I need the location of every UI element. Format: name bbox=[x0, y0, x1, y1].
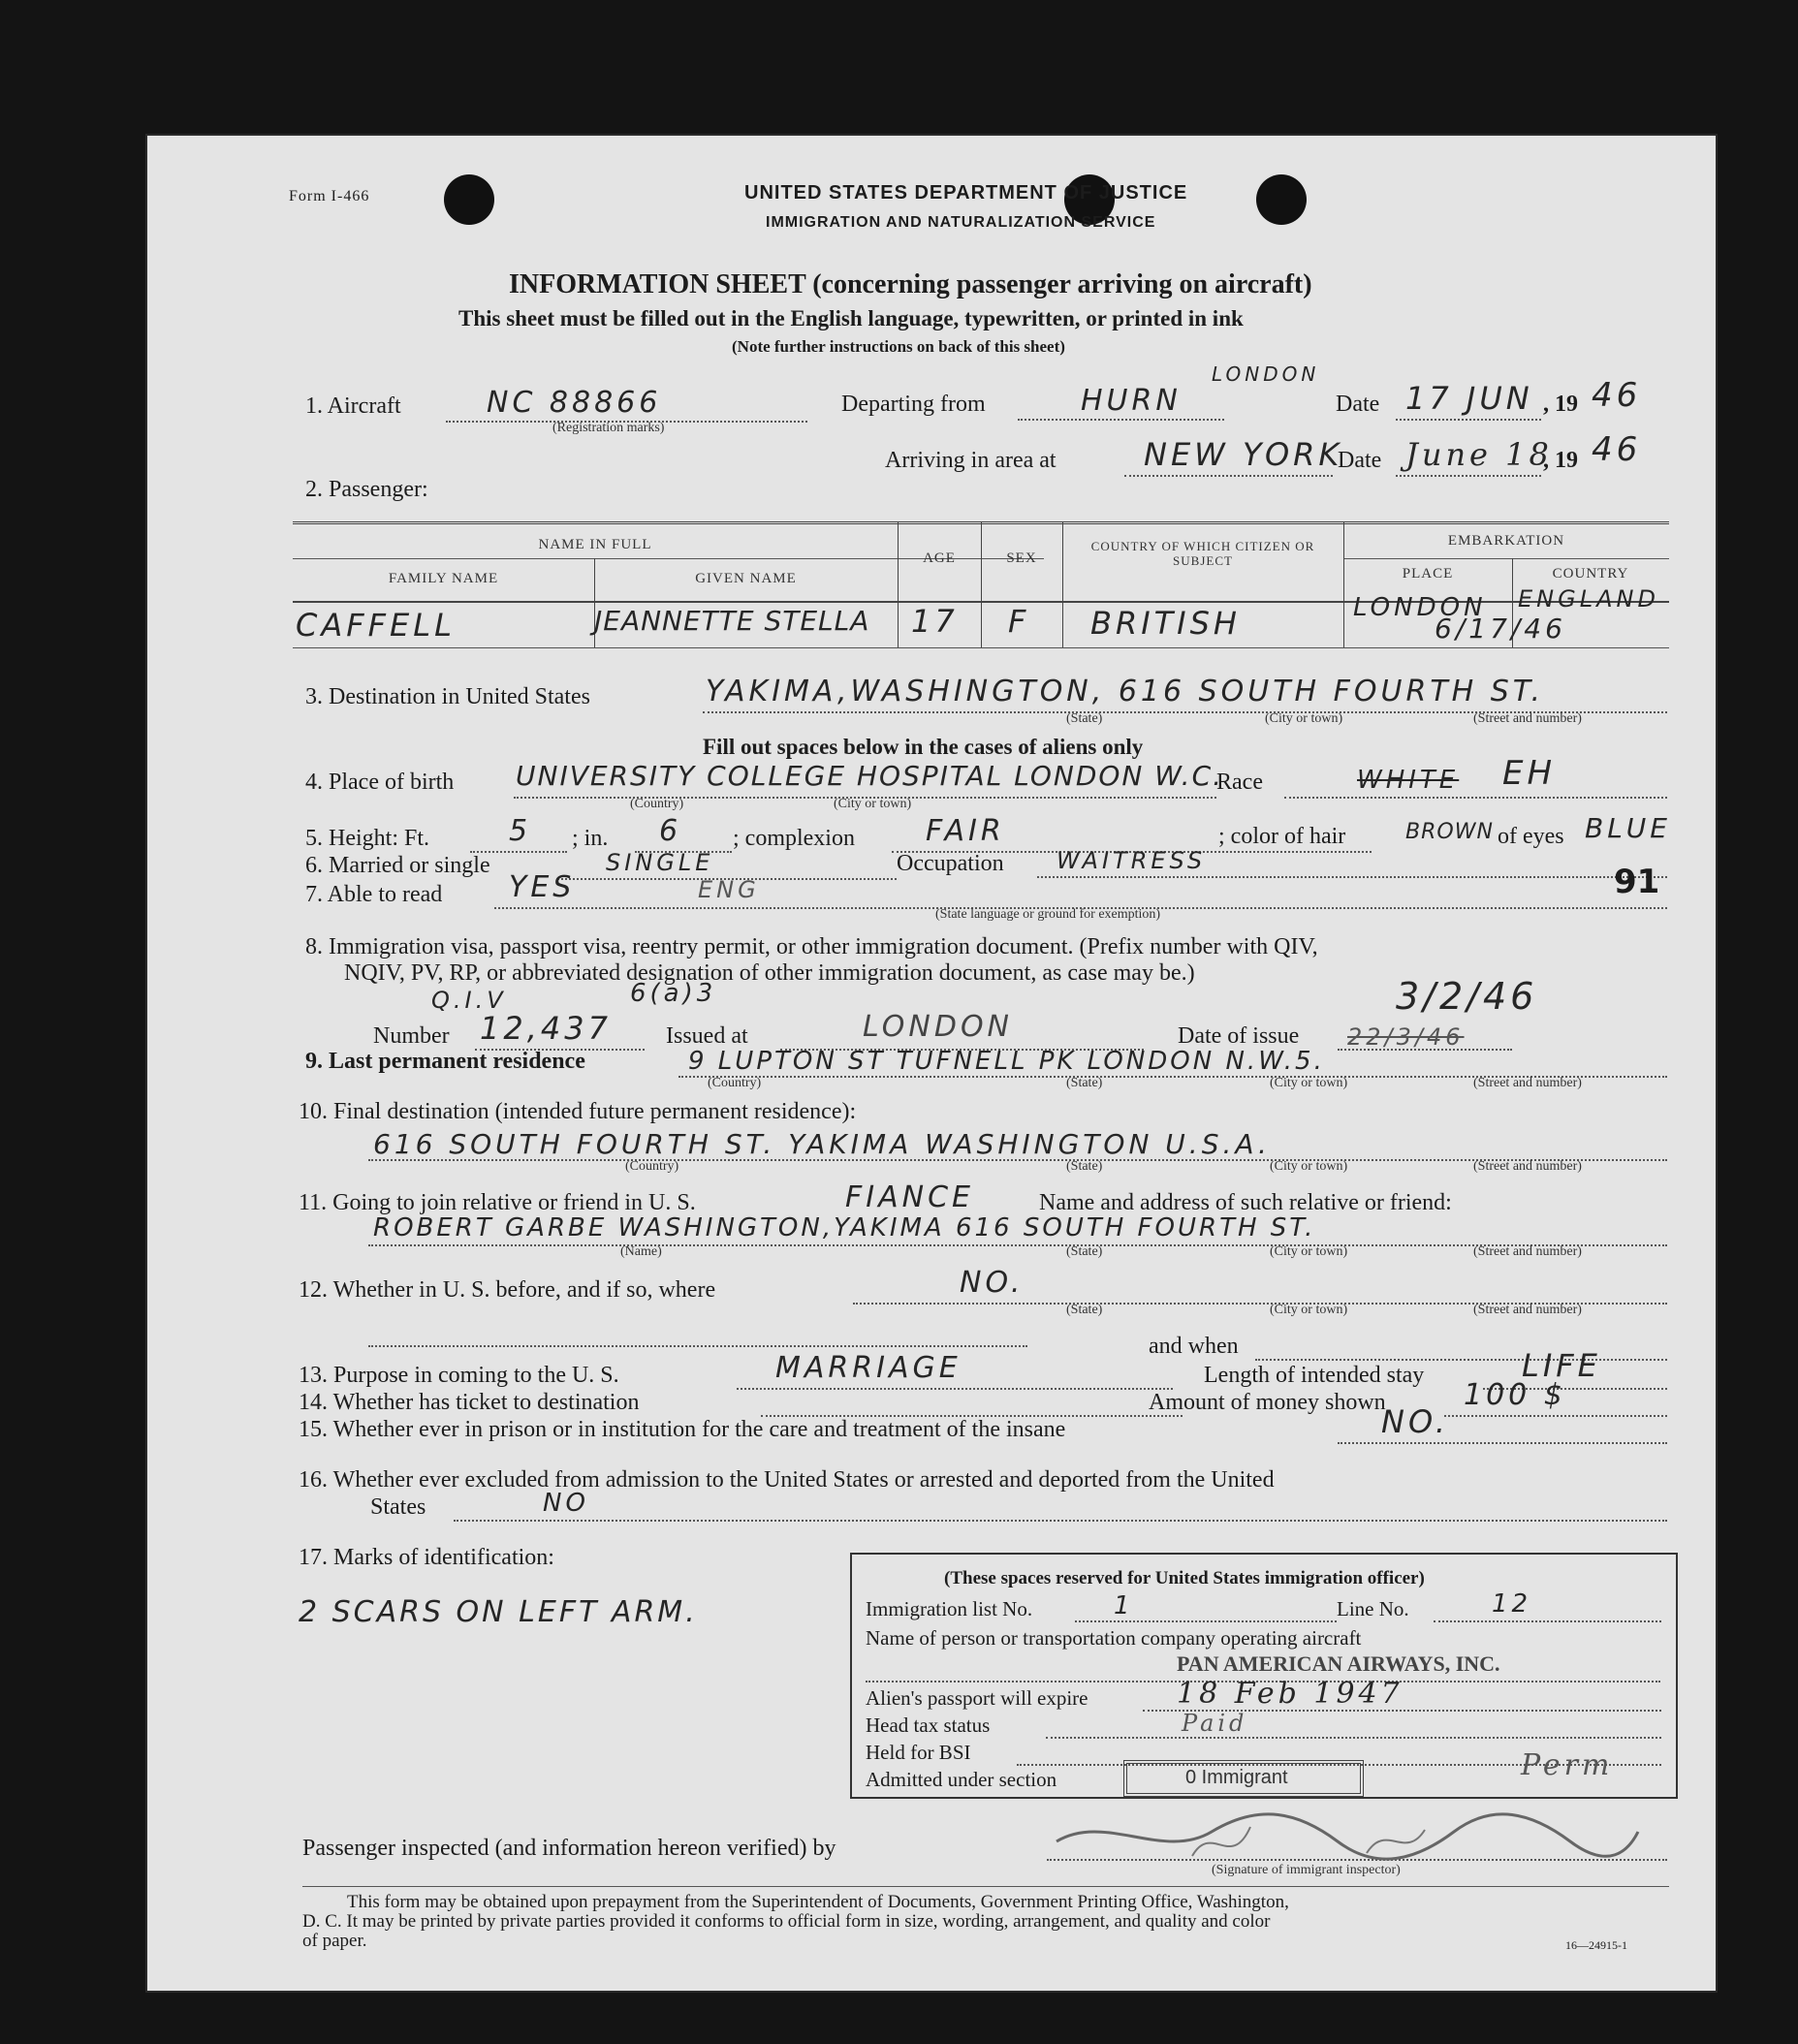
th-family-name: FAMILY NAME bbox=[388, 571, 499, 586]
before-label: 12. Whether in U. S. before, and if so, where bbox=[299, 1277, 716, 1303]
ticket-label: 14. Whether has ticket to destination bbox=[299, 1390, 640, 1415]
prison-label: 15. Whether ever in prison or in institution for the care and treatment of the insane bbox=[299, 1417, 1066, 1442]
document-label-2: NQIV, PV, RP, or abbreviated designation of other immigration document, as case may be.) bbox=[344, 960, 1195, 986]
list-value: 1 bbox=[1114, 1591, 1134, 1620]
country-value: ENGLAND bbox=[1518, 585, 1659, 613]
height-ft-value: 5 bbox=[509, 814, 532, 848]
caption-city: (City or town) bbox=[1270, 1244, 1348, 1259]
company-value: PAN AMERICAN AIRWAYS, INC. bbox=[1177, 1651, 1500, 1676]
before-value: NO. bbox=[960, 1266, 1025, 1300]
arriving-value: NEW YORK bbox=[1144, 436, 1343, 473]
caption-street: (Street and number) bbox=[1473, 1244, 1582, 1259]
caption-street: (Street and number) bbox=[1473, 1076, 1582, 1090]
sex-value: F bbox=[1008, 603, 1030, 640]
information-sheet-form bbox=[145, 134, 1718, 1993]
form-note: (Note further instructions on back of this sheet) bbox=[732, 337, 1065, 356]
depart-year-value: 46 bbox=[1592, 376, 1642, 415]
issue-date-value: 3/2/46 bbox=[1396, 975, 1538, 1018]
aliens-note: Fill out spaces below in the cases of aliens only bbox=[703, 735, 1144, 759]
birth-value: UNIVERSITY COLLEGE HOSPITAL LONDON W.C. bbox=[516, 760, 1224, 792]
passport-label: Alien's passport will expire bbox=[866, 1686, 1088, 1710]
th-age: AGE bbox=[923, 550, 956, 566]
th-place: PLACE bbox=[1402, 566, 1454, 582]
age-value: 17 bbox=[911, 603, 959, 640]
punch-hole bbox=[444, 174, 494, 225]
form-subtitle: This sheet must be filled out in the English language, typewritten, or printed in ink bbox=[458, 306, 1244, 330]
stamp-number: 91 bbox=[1614, 863, 1660, 901]
footer-line-2: D. C. It may be printed by private parties provided it conforms to official form in size, wording, arrangement, and quality and color bbox=[302, 1911, 1271, 1932]
inspector-signature bbox=[1047, 1803, 1648, 1871]
admitted-label: Admitted under section bbox=[866, 1768, 1057, 1791]
admitted-stamp-text: 0 Immigrant bbox=[1185, 1767, 1288, 1788]
complexion-value: FAIR bbox=[926, 814, 1005, 848]
th-sex: SEX bbox=[1006, 550, 1037, 566]
and-when-label: and when bbox=[1149, 1334, 1239, 1359]
punch-hole bbox=[1256, 174, 1307, 225]
number-value: 12,437 bbox=[480, 1010, 612, 1047]
arriving-label: Arriving in area at bbox=[885, 448, 1057, 473]
money-value: 100 $ bbox=[1464, 1378, 1566, 1412]
married-value: SINGLE bbox=[606, 849, 714, 876]
caption-city: (City or town) bbox=[1270, 1303, 1348, 1317]
th-embarkation: EMBARKATION bbox=[1447, 533, 1565, 549]
th-country: COUNTRY bbox=[1552, 566, 1629, 582]
relation-value: FIANCE bbox=[845, 1180, 974, 1214]
caption-street: (Street and number) bbox=[1473, 1303, 1582, 1317]
birth-label: 4. Place of birth bbox=[305, 770, 455, 795]
height-in-value: 6 bbox=[659, 814, 682, 848]
excluded-label: 16. Whether ever excluded from admission to the United States or arrested and deported from the United bbox=[299, 1467, 1275, 1493]
hair-value: BROWN bbox=[1405, 820, 1494, 844]
eyes-label: of eyes bbox=[1498, 824, 1564, 849]
passport-value: 18 Feb 1947 bbox=[1177, 1677, 1404, 1711]
visa-section-value: 6(a)3 bbox=[630, 979, 717, 1008]
join-label: 11. Going to join relative or friend in U. S. bbox=[299, 1190, 696, 1215]
hair-label: ; color of hair bbox=[1218, 824, 1346, 849]
caption-state: (State) bbox=[1066, 711, 1103, 726]
purpose-value: MARRIAGE bbox=[775, 1351, 962, 1385]
tax-value: Paid bbox=[1182, 1710, 1248, 1737]
issued-value: LONDON bbox=[863, 1010, 1014, 1044]
length-value: LIFE bbox=[1522, 1347, 1601, 1384]
citizen-value: BRITISH bbox=[1090, 605, 1241, 642]
caption-city: (City or town) bbox=[1265, 711, 1343, 726]
given-name-value: JEANNETTE STELLA bbox=[594, 605, 870, 637]
race-struck: WHITE bbox=[1357, 766, 1460, 795]
height-in-label: ; in. bbox=[572, 826, 609, 851]
depart-year-prefix: , 19 bbox=[1543, 392, 1578, 417]
form-number: Form I-466 bbox=[289, 188, 370, 204]
arrive-year-value: 46 bbox=[1592, 430, 1642, 469]
number-label: Number bbox=[373, 1023, 450, 1049]
destination-label: 3. Destination in United States bbox=[305, 684, 590, 709]
race-value: EH bbox=[1502, 754, 1557, 793]
height-label: 5. Height: Ft. bbox=[305, 826, 430, 851]
list-label: Immigration list No. bbox=[866, 1597, 1033, 1620]
name-address-label: Name and address of such relative or friend: bbox=[1039, 1190, 1452, 1215]
inspection-caption: (Signature of immigrant inspector) bbox=[1212, 1863, 1401, 1877]
arrive-year-prefix: , 19 bbox=[1543, 448, 1578, 473]
line-label: Line No. bbox=[1337, 1597, 1409, 1620]
departing-extra: LONDON bbox=[1212, 362, 1320, 386]
marks-label: 17. Marks of identification: bbox=[299, 1545, 554, 1570]
caption-state: (State) bbox=[1066, 1303, 1103, 1317]
footer-code: 16—24915-1 bbox=[1565, 1938, 1627, 1952]
officer-box-heading: (These spaces reserved for United States immigration officer) bbox=[944, 1568, 1425, 1588]
arrive-date-label: Date bbox=[1338, 448, 1382, 473]
read-value: YES bbox=[509, 870, 576, 904]
read-label: 7. Able to read bbox=[305, 882, 443, 907]
inspection-label: Passenger inspected (and information hereon verified) by bbox=[302, 1836, 836, 1861]
language-value: ENG bbox=[698, 876, 760, 903]
depart-date-value: 17 JUN bbox=[1405, 380, 1533, 417]
final-destination-label: 10. Final destination (intended future permanent residence): bbox=[299, 1099, 857, 1124]
caption-street: (Street and number) bbox=[1473, 711, 1582, 726]
department-name: UNITED STATES DEPARTMENT OF JUSTICE bbox=[744, 182, 1188, 204]
caption-country: (Country) bbox=[625, 1159, 679, 1174]
caption-state: (State) bbox=[1066, 1159, 1103, 1174]
purpose-label: 13. Purpose in coming to the U. S. bbox=[299, 1363, 619, 1388]
form-title: INFORMATION SHEET (concerning passenger arriving on aircraft) bbox=[509, 269, 1312, 299]
th-given-name: GIVEN NAME bbox=[695, 571, 797, 586]
place-value: LONDON bbox=[1353, 593, 1487, 622]
footer-line-3: of paper. bbox=[302, 1931, 367, 1951]
th-name-in-full: NAME IN FULL bbox=[538, 537, 652, 552]
tax-label: Head tax status bbox=[866, 1714, 991, 1737]
aircraft-label: 1. Aircraft bbox=[305, 393, 401, 419]
embark-date-value: 6/17/46 bbox=[1435, 613, 1566, 645]
married-label: 6. Married or single bbox=[305, 853, 490, 878]
excluded-label-2: States bbox=[370, 1494, 426, 1520]
aircraft-value: NC 88866 bbox=[487, 386, 662, 420]
occupation-value: WAITRESS bbox=[1057, 847, 1207, 874]
caption-city: (City or town) bbox=[1270, 1076, 1348, 1090]
caption-city: (City or town) bbox=[834, 797, 912, 811]
occupation-label: Occupation bbox=[897, 851, 1004, 876]
issue-date-label: Date of issue bbox=[1178, 1023, 1300, 1049]
admitted-value: Perm bbox=[1521, 1748, 1614, 1782]
service-name: IMMIGRATION AND NATURALIZATION SERVICE bbox=[766, 214, 1156, 231]
issue-date-struck: 22/3/46 bbox=[1347, 1023, 1465, 1051]
eyes-value: BLUE bbox=[1585, 812, 1671, 844]
marks-value: 2 SCARS ON LEFT ARM. bbox=[299, 1595, 698, 1629]
company-label: Name of person or transportation company operating aircraft bbox=[866, 1626, 1362, 1650]
destination-value: YAKIMA,WASHINGTON, 616 SOUTH FOURTH ST. bbox=[706, 675, 1545, 708]
excluded-value: NO bbox=[543, 1489, 589, 1518]
bsi-label: Held for BSI bbox=[866, 1741, 971, 1764]
issued-label: Issued at bbox=[666, 1023, 748, 1049]
prison-value: NO. bbox=[1381, 1403, 1449, 1440]
passenger-label: 2. Passenger: bbox=[305, 477, 428, 502]
officer-box bbox=[850, 1553, 1678, 1799]
th-citizen: COUNTRY OF WHICH CITIZEN OR SUBJECT bbox=[1090, 539, 1315, 568]
line-value: 12 bbox=[1492, 1589, 1532, 1619]
departing-label: Departing from bbox=[841, 392, 986, 417]
caption-name: (Name) bbox=[620, 1244, 662, 1259]
caption-state: (State) bbox=[1066, 1076, 1103, 1090]
arrive-date-value: June 18 bbox=[1405, 436, 1553, 473]
registration-caption: (Registration marks) bbox=[552, 421, 665, 435]
caption-state: (State) bbox=[1066, 1244, 1103, 1259]
caption-city: (City or town) bbox=[1270, 1159, 1348, 1174]
residence-value: 9 LUPTON ST TUFNELL PK LONDON N.W.5. bbox=[688, 1047, 1325, 1076]
residence-label: 9. Last permanent residence bbox=[305, 1049, 585, 1074]
document-label: 8. Immigration visa, passport visa, reentry permit, or other immigration document. (Prefix number with QIV, bbox=[305, 934, 1318, 959]
family-name-value: CAFFELL bbox=[296, 607, 456, 644]
money-label: Amount of money shown bbox=[1149, 1390, 1386, 1415]
length-label: Length of intended stay bbox=[1204, 1363, 1425, 1388]
read-caption: (State language or ground for exemption) bbox=[935, 907, 1161, 922]
caption-country: (Country) bbox=[708, 1076, 762, 1090]
complexion-label: ; complexion bbox=[733, 826, 855, 851]
footer-line-1: This form may be obtained upon prepayment from the Superintendent of Documents, Government Printing Office, Washington, bbox=[347, 1892, 1289, 1912]
final-destination-value: 616 SOUTH FOURTH ST. YAKIMA WASHINGTON U.S.A. bbox=[373, 1128, 1271, 1160]
caption-street: (Street and number) bbox=[1473, 1159, 1582, 1174]
depart-date-label: Date bbox=[1336, 392, 1380, 417]
admitted-stamp bbox=[1123, 1760, 1364, 1797]
visa-prefix-value: Q.I.V bbox=[431, 987, 507, 1014]
race-label: Race bbox=[1216, 770, 1263, 795]
relative-value: ROBERT GARBE WASHINGTON,YAKIMA 616 SOUTH FOURTH ST. bbox=[373, 1213, 1316, 1242]
departing-value: HURN bbox=[1081, 384, 1182, 418]
caption-country: (Country) bbox=[630, 797, 684, 811]
